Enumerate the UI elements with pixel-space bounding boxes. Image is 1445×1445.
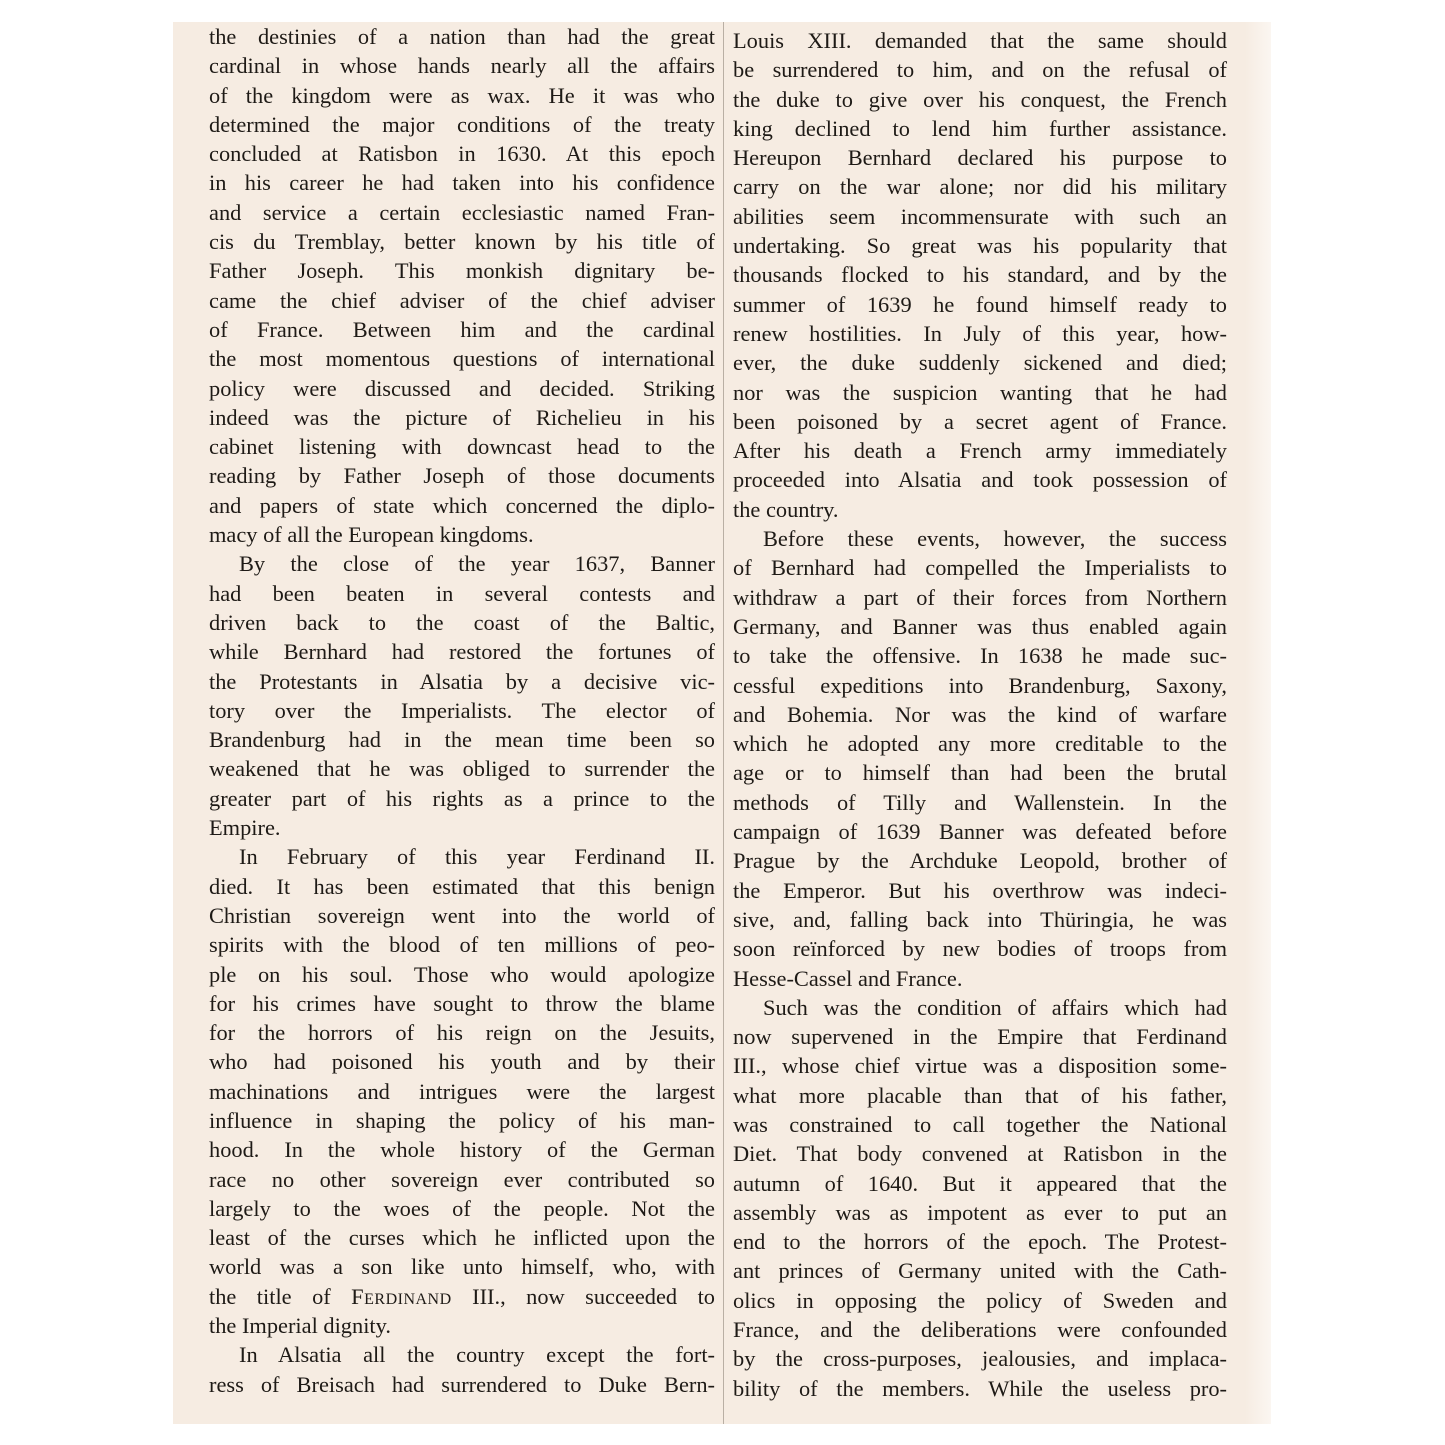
text-line: By the close of the year 1637, Banner xyxy=(239,551,715,577)
column-divider xyxy=(723,22,724,1424)
paragraph xyxy=(209,1340,715,1399)
text-segment: the title of xyxy=(209,1283,352,1309)
paragraph xyxy=(733,993,1227,1403)
text-line: weakened that he was obliged to surrender the xyxy=(209,756,715,782)
text-line: concluded at Ratisbon in 1630. At this epoch xyxy=(209,141,715,167)
text-line: France, and the deliberations were confounded xyxy=(733,1317,1227,1343)
text-line: thousands flocked to his standard, and by the xyxy=(733,262,1227,288)
text-line: end to the horrors of the epoch. The Protest- xyxy=(733,1229,1227,1255)
text-line: proceeded into Alsatia and took possession of xyxy=(733,467,1227,493)
right-column xyxy=(733,22,1227,1403)
text-line: Before these events, however, the success xyxy=(763,526,1227,552)
text-line: of France. Between him and the cardinal xyxy=(209,316,715,342)
text-line: machinations and intrigues were the largest xyxy=(209,1078,715,1104)
text-line: cis du Tremblay, better known by his title of xyxy=(209,229,715,255)
text-line: been poisoned by a secret agent of France. xyxy=(733,408,1227,434)
text-line: spirits with the blood of ten millions of peo- xyxy=(209,932,715,958)
text-line: indeed was the picture of Richelieu in his xyxy=(209,404,715,430)
text-line: cessful expeditions into Brandenburg, Saxony, xyxy=(733,672,1227,698)
text-line: olics in opposing the policy of Sweden and xyxy=(733,1287,1227,1313)
text-line: Prague by the Archduke Leopold, brother of xyxy=(733,848,1227,874)
text-line: the Imperial dignity. xyxy=(209,1313,391,1339)
text-line: ress of Breisach had surrendered to Duke Bern- xyxy=(209,1371,715,1397)
text-line: greater part of his rights as a prince to the xyxy=(209,785,715,811)
text-line: Hereupon Bernhard declared his purpose to xyxy=(733,145,1227,171)
text-line: policy were discussed and decided. Striking xyxy=(209,375,715,401)
text-line: least of the curses which he inflicted upon the xyxy=(209,1225,715,1251)
text-line: Brandenburg had in the mean time been so xyxy=(209,727,715,753)
text-line: Louis XIII. demanded that the same should xyxy=(733,28,1227,53)
text-line: Father Joseph. This monkish dignitary be- xyxy=(209,258,715,284)
text-line: sive, and, falling back into Thüringia, he was xyxy=(733,906,1227,932)
text-line: In Alsatia all the country except the fort- xyxy=(239,1342,715,1368)
text-line: for the horrors of his reign on the Jesuits, xyxy=(209,1020,715,1046)
text-line: by the cross-purposes, jealousies, and implaca- xyxy=(733,1346,1227,1372)
text-line: III., whose chief virtue was a disposition some- xyxy=(733,1053,1227,1079)
text-line: king declined to lend him further assistance. xyxy=(733,115,1227,141)
text-line: came the chief adviser of the chief adviser xyxy=(209,287,715,313)
text-line: of Bernhard had compelled the Imperialists to xyxy=(733,555,1227,581)
text-line: soon reïnforced by new bodies of troops from xyxy=(733,936,1227,962)
right-column-text xyxy=(733,22,1227,1403)
text-line: what more placable than that of his father, xyxy=(733,1082,1227,1108)
text-line: of the kingdom were as wax. He it was who xyxy=(209,82,715,108)
text-line: world was a son like unto himself, who, with xyxy=(209,1254,715,1280)
text-line: bility of the members. While the useless pro- xyxy=(733,1375,1227,1401)
text-line: in his career he had taken into his confidence xyxy=(209,170,715,196)
text-line: autumn of 1640. But it appeared that the xyxy=(733,1170,1227,1196)
text-line: to take the offensive. In 1638 he made suc- xyxy=(733,643,1227,669)
text-line: cabinet listening with downcast head to the xyxy=(209,434,715,460)
text-line: the Protestants in Alsatia by a decisive vic- xyxy=(209,668,715,694)
text-line: who had poisoned his youth and by their xyxy=(209,1049,715,1075)
text-line: Empire. xyxy=(209,815,281,841)
text-line: withdraw a part of their forces from Northern xyxy=(733,584,1227,610)
text-line: undertaking. So great was his popularity that xyxy=(733,233,1227,259)
text-line: the most momentous questions of international xyxy=(209,346,715,372)
text-line: ever, the duke suddenly sickened and died; xyxy=(733,350,1227,376)
text-line: campaign of 1639 Banner was defeated before xyxy=(733,819,1227,845)
text-line: now supervened in the Empire that Ferdinand xyxy=(733,1024,1227,1050)
text-line: and service a certain ecclesiastic named Fran- xyxy=(209,199,715,225)
text-line: reading by Father Joseph of those documents xyxy=(209,463,715,489)
text-line: driven back to the coast of the Baltic, xyxy=(209,609,715,635)
text-line: be surrendered to him, and on the refusal of xyxy=(733,57,1227,83)
text-line: had been beaten in several contests and xyxy=(209,580,715,606)
left-column-text xyxy=(209,22,715,1399)
paragraph xyxy=(209,22,715,549)
text-line: Such was the condition of affairs which had xyxy=(763,994,1227,1020)
text-line: died. It has been estimated that this benign xyxy=(209,873,715,899)
text-line: methods of Tilly and Wallenstein. In the xyxy=(733,789,1227,815)
text-line: assembly was as impotent as ever to put an xyxy=(733,1199,1227,1225)
text-line: In February of this year Ferdinand II. xyxy=(239,844,715,870)
text-line: abilities seem incommensurate with such an xyxy=(733,203,1227,229)
text-line: carry on the war alone; nor did his military xyxy=(733,174,1227,200)
text-line: renew hostilities. In July of this year, how- xyxy=(733,320,1227,346)
text-line: which he adopted any more creditable to the xyxy=(733,731,1227,757)
text-line: largely to the woes of the people. Not the xyxy=(209,1195,715,1221)
paragraph xyxy=(209,549,715,842)
text-line: and papers of state which concerned the diplo- xyxy=(209,492,715,518)
text-line: nor was the suspicion wanting that he had xyxy=(733,379,1227,405)
text-segment: III., now succeeded to xyxy=(451,1283,715,1309)
text-line: race no other sovereign ever contributed so xyxy=(209,1166,715,1192)
text-line: hood. In the whole history of the German xyxy=(209,1137,715,1163)
book-page xyxy=(173,22,1271,1424)
text-line: Diet. That body convened at Ratisbon in the xyxy=(733,1141,1227,1167)
text-line: Hesse-Cassel and France. xyxy=(733,965,963,991)
text-line: Germany, and Banner was thus enabled again xyxy=(733,613,1227,639)
text-line: was constrained to call together the National xyxy=(733,1111,1227,1137)
text-line: determined the major conditions of the treaty xyxy=(209,111,715,137)
text-line: for his crimes have sought to throw the blame xyxy=(209,990,715,1016)
text-line: tory over the Imperialists. The elector of xyxy=(209,697,715,723)
paragraph xyxy=(733,524,1227,993)
text-line: ant princes of Germany united with the Cath- xyxy=(733,1258,1227,1284)
text-line: Christian sovereign went into the world of xyxy=(209,902,715,928)
text-line: and Bohemia. Nor was the kind of warfare xyxy=(733,701,1227,727)
left-column xyxy=(209,22,715,1399)
text-line: the country. xyxy=(733,496,839,522)
text-line: while Bernhard had restored the fortunes of xyxy=(209,639,715,665)
text-line: After his death a French army immediately xyxy=(733,438,1227,464)
text-line: the duke to give over his conquest, the French xyxy=(733,86,1227,112)
text-line xyxy=(209,1282,715,1311)
paragraph xyxy=(733,26,1227,524)
text-line: the Emperor. But his overthrow was indeci- xyxy=(733,877,1227,903)
paragraph xyxy=(209,842,715,1340)
name-smallcaps: Ferdinand xyxy=(351,1283,452,1309)
text-line: influence in shaping the policy of his man- xyxy=(209,1107,715,1133)
text-line: summer of 1639 he found himself ready to xyxy=(733,291,1227,317)
text-line: ple on his soul. Those who would apologize xyxy=(209,961,715,987)
text-line: the destinies of a nation than had the great xyxy=(209,24,715,49)
text-line: age or to himself than had been the brutal xyxy=(733,760,1227,786)
text-line: macy of all the European kingdoms. xyxy=(209,522,534,548)
text-line: cardinal in whose hands nearly all the affairs xyxy=(209,53,715,79)
